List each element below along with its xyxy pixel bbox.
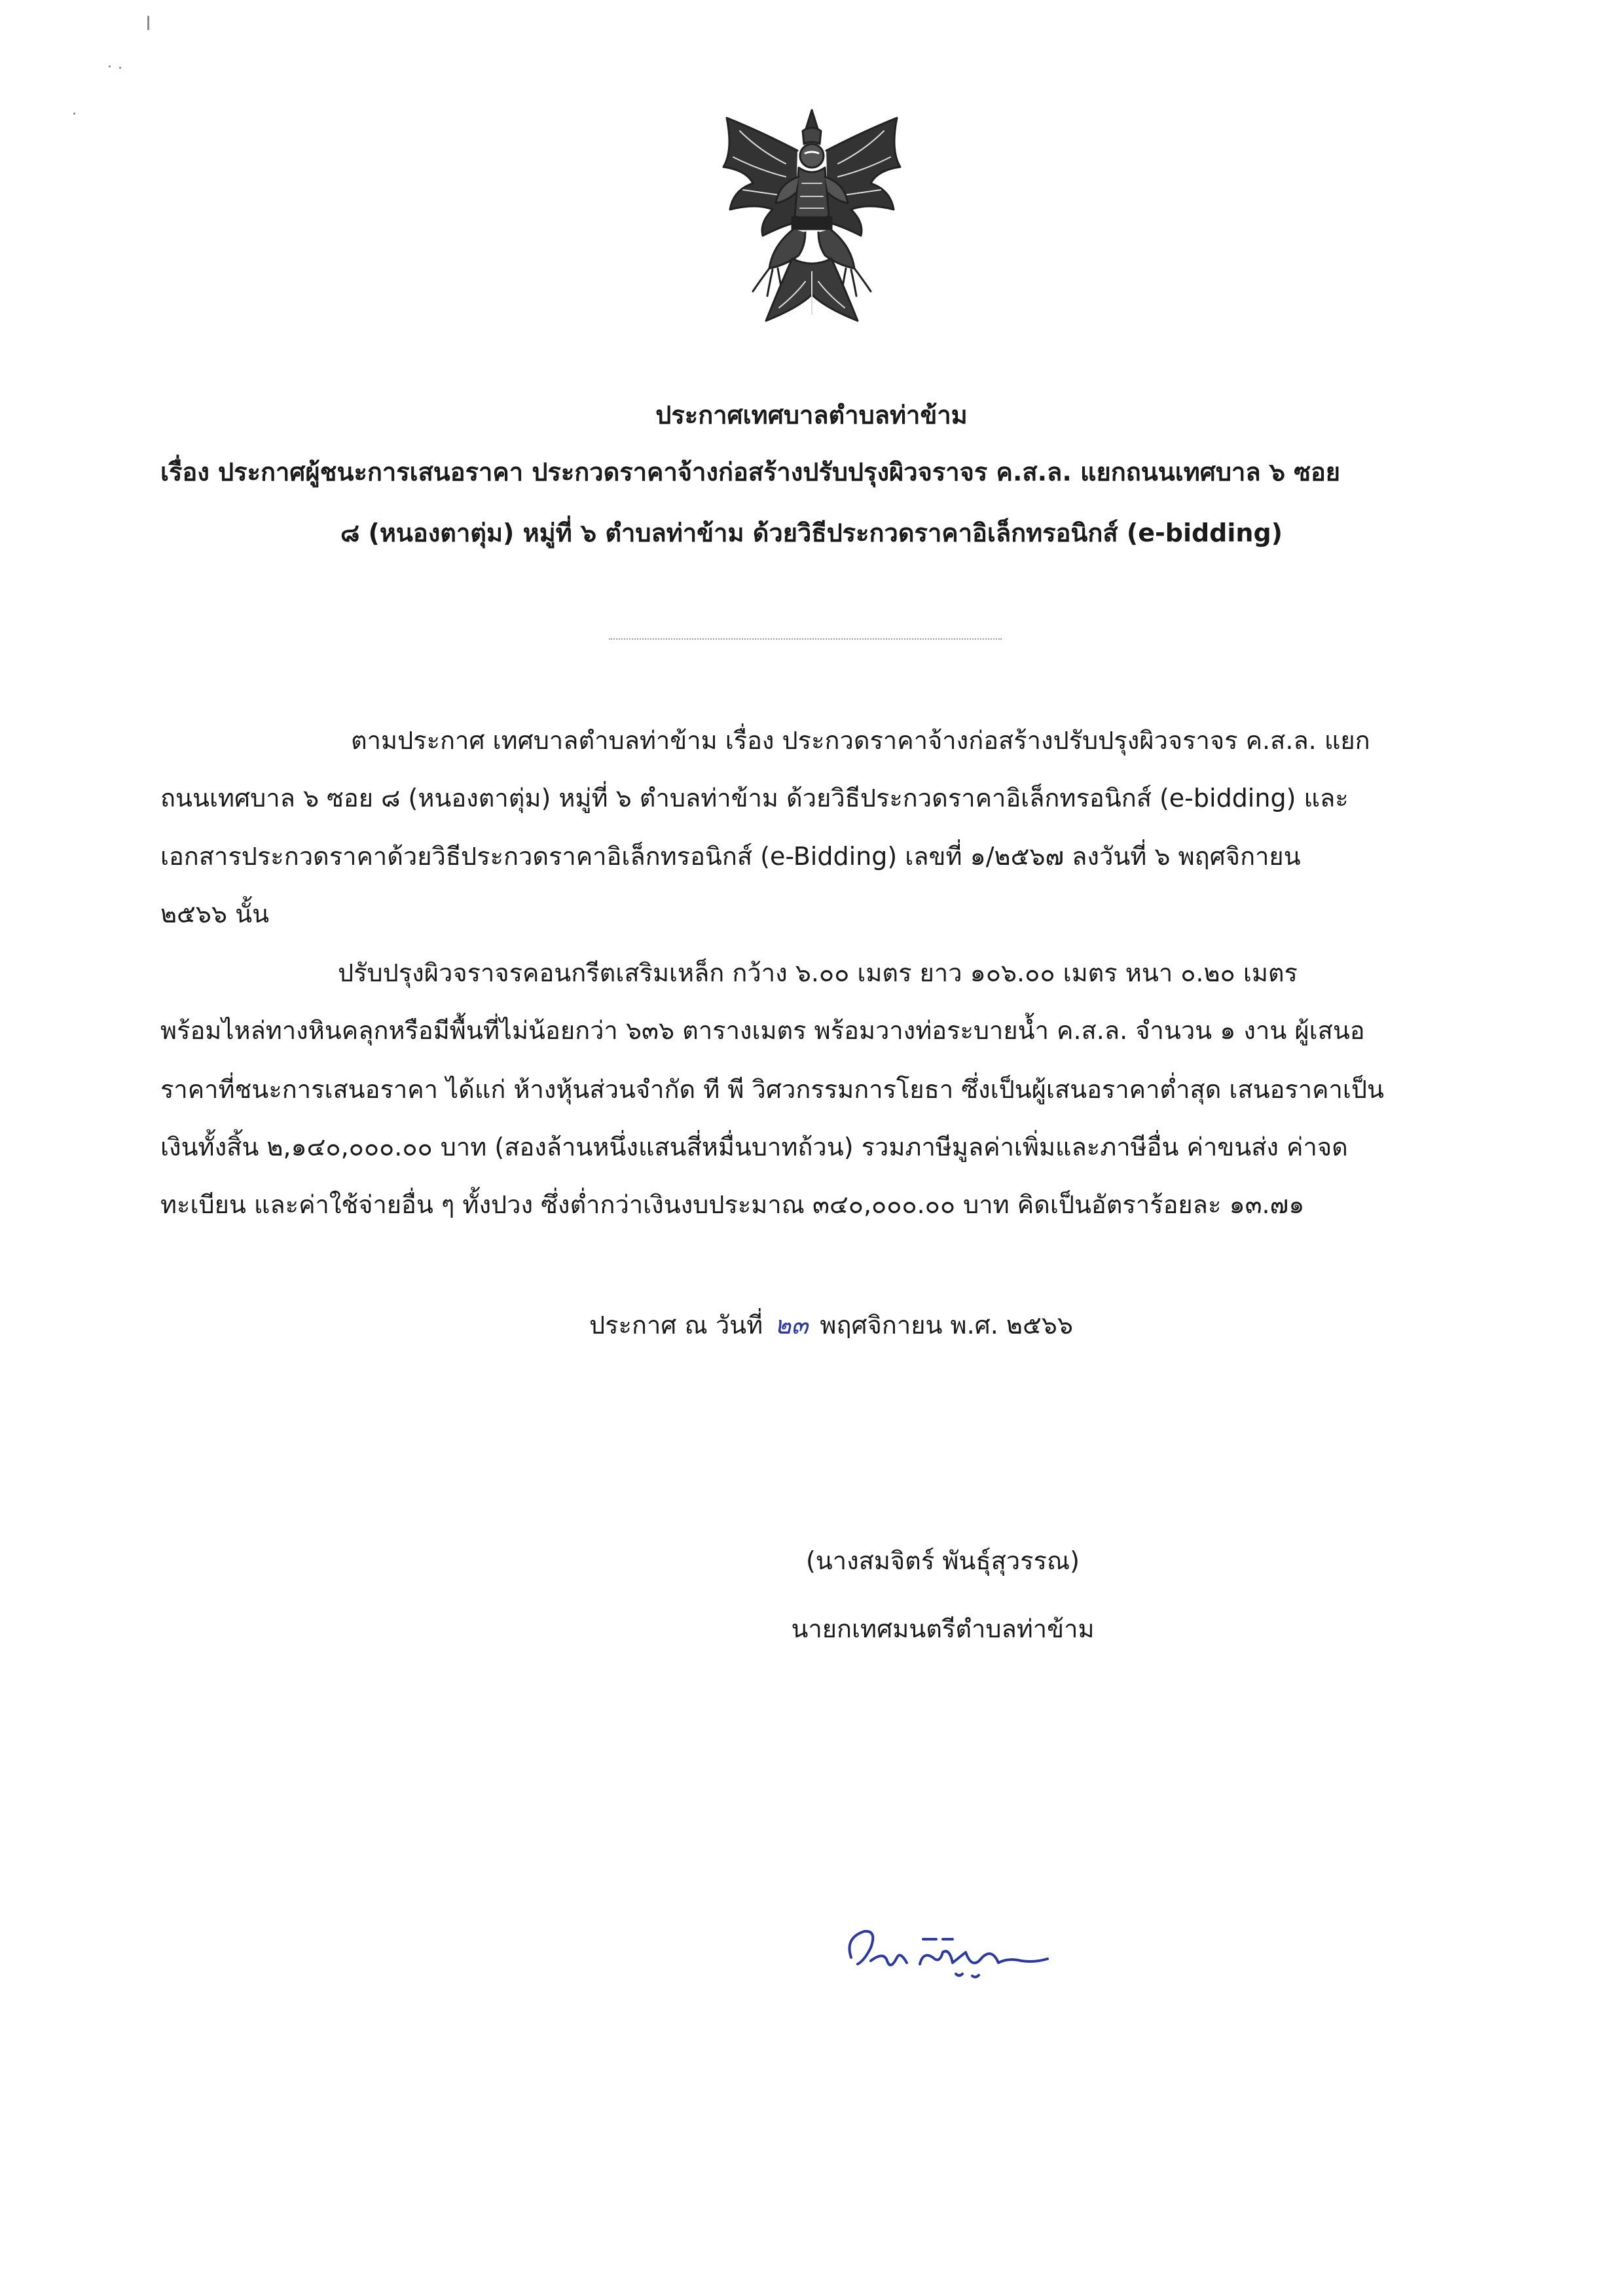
subject-line-1: เรื่อง ประกาศผู้ชนะการเสนอราคา ประกวดราคาจ้างก่อสร้างปรับปรุงผิวจราจร ค.ส.ล. แยกถนนเทศบาล ๖ ซอย: [160, 458, 1341, 486]
scan-speck: [147, 16, 149, 30]
header-divider: [609, 638, 1002, 640]
paragraph-2-line-1: ปรับปรุงผิวจราจรคอนกรีตเสริมเหล็ก กว้าง ๖.๐๐ เมตร ยาว ๑๐๖.๐๐ เมตร หนา ๐.๒๐ เมตร: [338, 958, 1298, 987]
signatory-name: (นางสมจิตร์ พันธุ์สุวรรณ): [805, 1546, 1080, 1575]
paragraph-1-line-2: ถนนเทศบาล ๖ ซอย ๘ (หนองตาตุ่ม) หมู่ที่ ๖ ตำบลท่าข้าม ด้วยวิธีประกวดราคาอิเล็กทรอนิกส์ (e-bidding) และ: [160, 784, 1349, 812]
date-prefix: ประกาศ ณ วันที่: [589, 1311, 763, 1339]
paragraph-1-line-4: ๒๕๖๖ นั้น: [160, 900, 270, 928]
paragraph-1-line-1: ตามประกาศ เทศบาลตำบลท่าข้าม เรื่อง ประกวดราคาจ้างก่อสร้างปรับปรุงผิวจราจร ค.ส.ล. แยก: [351, 726, 1370, 755]
announcement-date: [589, 1307, 1073, 1343]
scan-speck: [109, 65, 111, 67]
subject-line-2: ๘ (หนองตาตุ่ม) หมู่ที่ ๖ ตำบลท่าข้าม ด้วยวิธีประกวดราคาอิเล็กทรอนิกส์ (e-bidding): [340, 519, 1283, 547]
date-suffix: พฤศจิกายน พ.ศ. ๒๕๖๖: [820, 1311, 1073, 1339]
signatory-title: นายกเทศมนตรีตำบลท่าข้าม: [791, 1614, 1095, 1643]
scan-speck: [73, 113, 75, 115]
handwritten-signature-icon: [825, 1912, 1074, 1990]
paragraph-2-line-5: ทะเบียน และค่าใช้จ่ายอื่น ๆ ทั้งปวง ซึ่งต่ำกว่าเงินงบประมาณ ๓๔๐,๐๐๐.๐๐ บาท คิดเป็นอัตราร้อยละ ๑๓.๗๑: [160, 1190, 1305, 1219]
paragraph-2-line-2: พร้อมไหล่ทางหินคลุกหรือมีพื้นที่ไม่น้อยกว่า ๖๓๖ ตารางเมตร พร้อมวางท่อระบายน้ำ ค.ส.ล. จำนวน ๑ งาน ผู้เสนอ: [160, 1016, 1365, 1045]
garuda-emblem-icon: [707, 105, 917, 331]
date-day-handwritten: ๒๓: [775, 1311, 809, 1339]
organization-heading: ประกาศเทศบาลตำบลท่าข้าม: [655, 401, 968, 429]
paragraph-1-line-3: เอกสารประกวดราคาด้วยวิธีประกวดราคาอิเล็กทรอนิกส์ (e-Bidding) เลขที่ ๑/๒๕๖๗ ลงวันที่ ๖ พฤศจิกายน: [160, 842, 1301, 871]
paragraph-2-line-4: เงินทั้งสิ้น ๒,๑๔๐,๐๐๐.๐๐ บาท (สองล้านหนึ่งแสนสี่หมื่นบาทถ้วน) รวมภาษีมูลค่าเพิ่มและภาษีอื่น ค่าขนส่ง ค่าจด: [160, 1133, 1348, 1161]
scan-speck: [119, 67, 121, 69]
paragraph-2-line-3: ราคาที่ชนะการเสนอราคา ได้แก่ ห้างหุ้นส่วนจำกัด ที พี วิศวกรรมการโยธา ซึ่งเป็นผู้เสนอราคาต่ำสุด เสนอราคาเป็น: [160, 1075, 1384, 1104]
